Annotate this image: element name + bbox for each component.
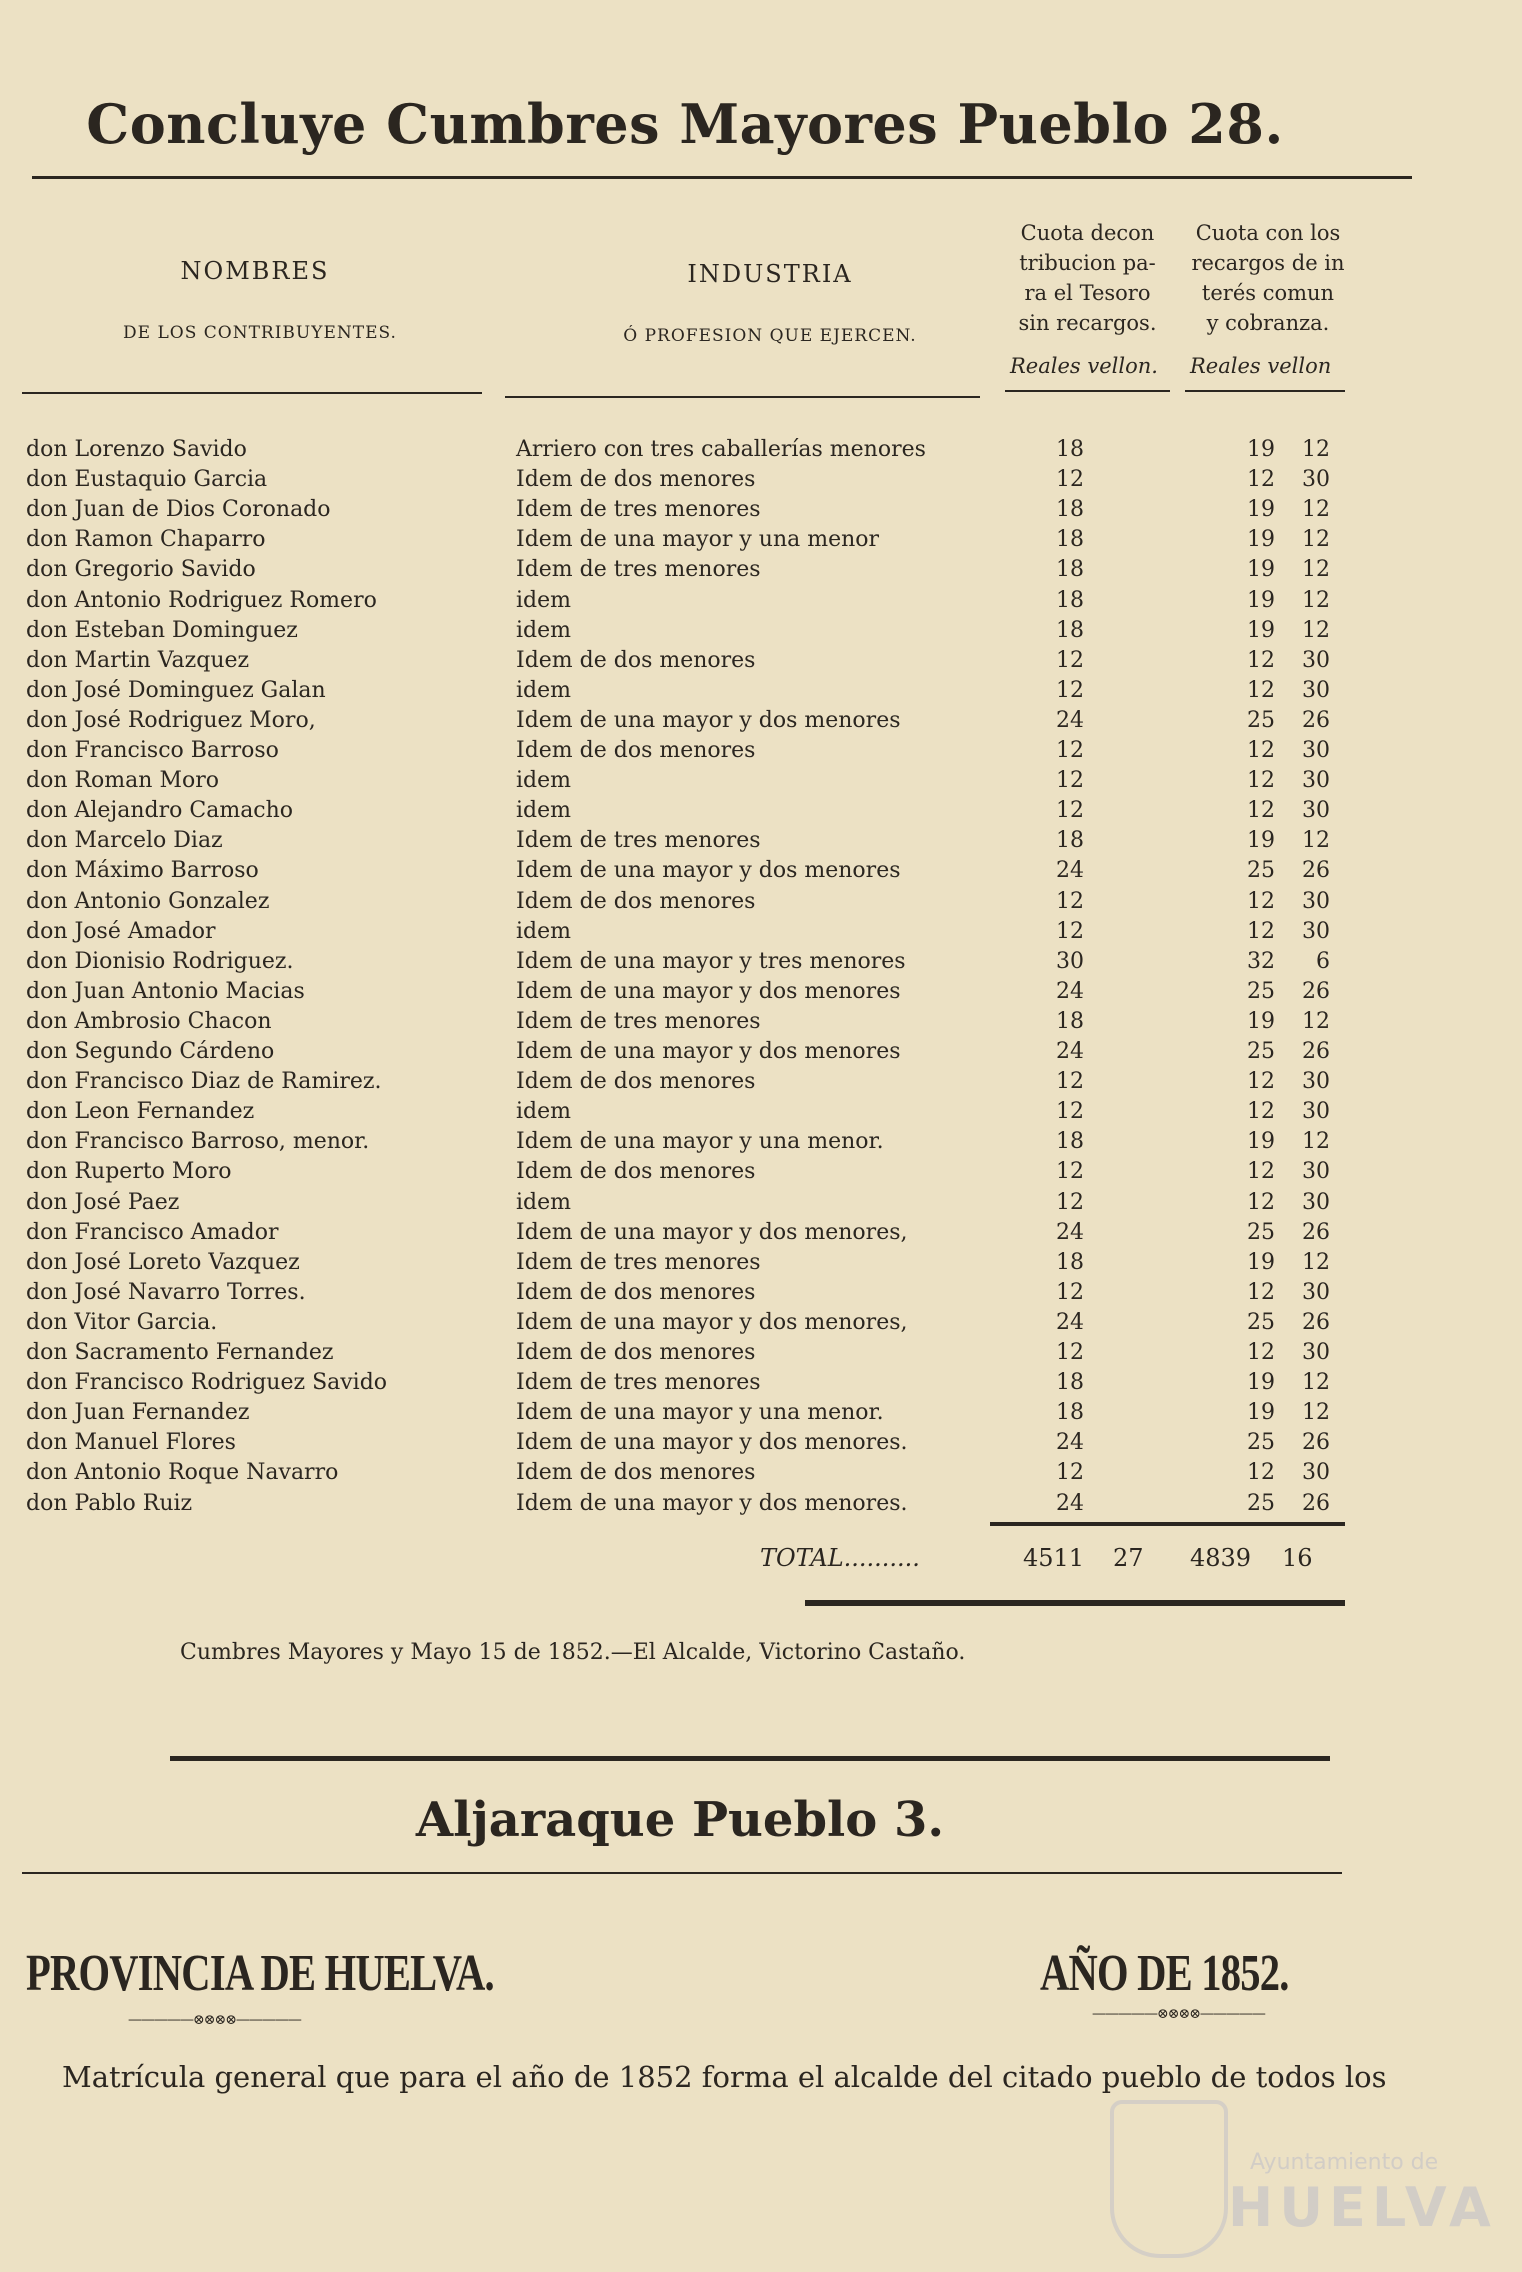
table-row — [0, 708, 1380, 738]
table-row — [0, 1460, 1380, 1490]
cuota-recargos-maravedis-cell: 26 — [1302, 1220, 1330, 1245]
cuota-recargos-reales-cell: 12 — [1247, 1190, 1275, 1215]
table-row — [0, 1159, 1380, 1189]
cuota-tesoro-cell: 18 — [1056, 588, 1084, 613]
contributor-name: don Juan Fernandez — [26, 1400, 250, 1425]
industry-cell: idem — [516, 588, 571, 613]
contributor-name: don Máximo Barroso — [26, 858, 259, 883]
cuota-recargos-maravedis-cell: 6 — [1316, 949, 1330, 974]
contributor-name: don Francisco Rodriguez Savido — [26, 1370, 388, 1395]
table-row — [0, 678, 1380, 708]
title-rule — [32, 176, 1412, 179]
cuota-recargos-maravedis-cell: 30 — [1302, 738, 1330, 763]
cuota-recargos-maravedis-cell: 12 — [1302, 1400, 1330, 1425]
cuota-recargos-reales-cell: 12 — [1247, 1099, 1275, 1124]
cuota-tesoro-cell: 24 — [1056, 1491, 1084, 1516]
cuota-recargos-maravedis-cell: 26 — [1302, 979, 1330, 1004]
cuota-tesoro-cell: 18 — [1056, 437, 1084, 462]
cuota-tesoro-cell: 12 — [1056, 1460, 1084, 1485]
contributor-name: don José Rodriguez Moro, — [26, 708, 316, 733]
total-q1-maravedis: 27 — [1113, 1544, 1144, 1572]
cuota-recargos-reales-cell: 12 — [1247, 889, 1275, 914]
cuota-tesoro-cell: 12 — [1056, 1190, 1084, 1215]
table-row — [0, 437, 1380, 467]
contributor-name: don José Loreto Vazquez — [26, 1250, 300, 1275]
cuota-tesoro-cell: 12 — [1056, 1069, 1084, 1094]
contributor-name: don Eustaquio Garcia — [26, 467, 268, 492]
table-row — [0, 768, 1380, 798]
cuota-tesoro-cell: 24 — [1056, 1039, 1084, 1064]
contributor-name: don Roman Moro — [26, 768, 219, 793]
industry-cell: Idem de dos menores — [516, 1460, 756, 1485]
cuota-recargos-reales-cell: 25 — [1247, 1430, 1275, 1455]
cuota-tesoro-cell: 12 — [1056, 1280, 1084, 1305]
total-label: TOTAL.......... — [760, 1544, 920, 1572]
cuota-tesoro-cell: 24 — [1056, 708, 1084, 733]
table-row — [0, 588, 1380, 618]
table-row — [0, 1250, 1380, 1280]
cuota2-line-3: terés comun — [1201, 281, 1335, 305]
cuota-recargos-reales-cell: 19 — [1247, 1370, 1275, 1395]
cuota-recargos-maravedis-cell: 26 — [1302, 1039, 1330, 1064]
cuota1-line-4: sin recargos. — [1018, 311, 1157, 335]
contributor-name: don José Paez — [26, 1190, 180, 1215]
contributor-name: don Francisco Barroso — [26, 738, 279, 763]
industry-cell: Idem de dos menores — [516, 738, 756, 763]
anio-heading: AÑO DE 1852. — [1040, 1945, 1289, 2002]
cuota-recargos-maravedis-cell: 30 — [1302, 889, 1330, 914]
table-row — [0, 1069, 1380, 1099]
contributor-name: don Francisco Amador — [26, 1220, 279, 1245]
cuota-tesoro-cell: 18 — [1056, 1009, 1084, 1034]
cuota-recargos-reales-cell: 19 — [1247, 618, 1275, 643]
industry-cell: Idem de dos menores — [516, 1340, 756, 1365]
cuota-recargos-reales-cell: 19 — [1247, 1250, 1275, 1275]
industry-cell: Idem de tres menores — [516, 497, 761, 522]
industry-cell: idem — [516, 1099, 571, 1124]
cuota-tesoro-cell: 12 — [1056, 738, 1084, 763]
cuota-recargos-maravedis-cell: 12 — [1302, 1009, 1330, 1034]
industry-cell: Idem de una mayor y dos menores. — [516, 1491, 908, 1516]
table-row — [0, 858, 1380, 888]
cuota-recargos-maravedis-cell: 12 — [1302, 588, 1330, 613]
cuota-recargos-maravedis-cell: 12 — [1302, 497, 1330, 522]
cuota-tesoro-cell: 24 — [1056, 1220, 1084, 1245]
cuota-tesoro-cell: 30 — [1056, 949, 1084, 974]
table-row — [0, 618, 1380, 648]
cuota-recargos-reales-cell: 12 — [1247, 467, 1275, 492]
table-row — [0, 467, 1380, 497]
signature-line: Cumbres Mayores y Mayo 15 de 1852.—El Alcalde, Victorino Castaño. — [180, 1640, 966, 1665]
cuota-recargos-reales-cell: 25 — [1247, 979, 1275, 1004]
cuota-recargos-maravedis-cell: 12 — [1302, 557, 1330, 582]
header-industria: INDUSTRIA — [687, 260, 853, 288]
cuota-recargos-maravedis-cell: 26 — [1302, 708, 1330, 733]
table-row — [0, 557, 1380, 587]
cuota-tesoro-cell: 24 — [1056, 1430, 1084, 1455]
contributor-name: don Esteban Dominguez — [26, 618, 298, 643]
cuota-recargos-reales-cell: 25 — [1247, 1310, 1275, 1335]
cuota-tesoro-cell: 12 — [1056, 648, 1084, 673]
contributor-name: don Lorenzo Savido — [26, 437, 247, 462]
contributor-name: don Ramon Chaparro — [26, 527, 266, 552]
section-title: Aljaraque Pueblo 3. — [415, 1792, 945, 1848]
section-rule-top — [170, 1756, 1330, 1761]
table-row — [0, 1310, 1380, 1340]
industry-cell: Idem de dos menores — [516, 1159, 756, 1184]
table-row — [0, 1220, 1380, 1250]
contributor-name: don Leon Fernandez — [26, 1099, 255, 1124]
contributor-name: don José Navarro Torres. — [26, 1280, 306, 1305]
cuota-tesoro-cell: 24 — [1056, 979, 1084, 1004]
cuota-recargos-reales-cell: 12 — [1247, 1069, 1275, 1094]
cuota2-line-1: Cuota con los — [1195, 221, 1341, 245]
cuota2-line-4: y cobranza. — [1206, 311, 1330, 335]
table-row — [0, 1340, 1380, 1370]
cuota-recargos-maravedis-cell: 12 — [1302, 828, 1330, 853]
cuota-recargos-maravedis-cell: 26 — [1302, 1430, 1330, 1455]
cuota-recargos-maravedis-cell: 30 — [1302, 1099, 1330, 1124]
table-row — [0, 798, 1380, 828]
cuota-tesoro-cell: 12 — [1056, 889, 1084, 914]
cuota-tesoro-cell: 18 — [1056, 557, 1084, 582]
contributor-name: don Marcelo Diaz — [26, 828, 223, 853]
table-row — [0, 738, 1380, 768]
contributor-name: don Antonio Rodriguez Romero — [26, 588, 377, 613]
table-row — [0, 1039, 1380, 1069]
cuota-recargos-reales-cell: 19 — [1247, 588, 1275, 613]
cuota-tesoro-cell: 12 — [1056, 798, 1084, 823]
cuota-tesoro-cell: 18 — [1056, 618, 1084, 643]
industry-cell: idem — [516, 1190, 571, 1215]
cuota-recargos-reales-cell: 19 — [1247, 497, 1275, 522]
cuota-recargos-maravedis-cell: 30 — [1302, 1159, 1330, 1184]
table-row — [0, 1009, 1380, 1039]
cuota-recargos-maravedis-cell: 12 — [1302, 1250, 1330, 1275]
coat-of-arms-icon — [1110, 2100, 1228, 2258]
total-q2-maravedis: 16 — [1282, 1544, 1313, 1572]
cuota-recargos-reales-cell: 12 — [1247, 1460, 1275, 1485]
contributor-name: don Antonio Gonzalez — [26, 889, 270, 914]
cuota-recargos-reales-cell: 25 — [1247, 1220, 1275, 1245]
ayuntamiento-watermark — [1110, 2100, 1497, 2250]
table-row — [0, 1280, 1380, 1310]
industry-cell: Arriero con tres caballerías menores — [516, 437, 926, 462]
industry-cell: idem — [516, 919, 571, 944]
cuota-recargos-reales-cell: 12 — [1247, 768, 1275, 793]
cuota-recargos-reales-cell: 12 — [1247, 1340, 1275, 1365]
header-nombres: NOMBRES — [180, 257, 330, 285]
cuota-recargos-maravedis-cell: 30 — [1302, 1190, 1330, 1215]
cuota-recargos-reales-cell: 12 — [1247, 919, 1275, 944]
cuota-recargos-reales-cell: 19 — [1247, 828, 1275, 853]
industry-cell: idem — [516, 618, 571, 643]
contributor-name: don José Dominguez Galan — [26, 678, 326, 703]
cuota-recargos-maravedis-cell: 30 — [1302, 467, 1330, 492]
table-row — [0, 1370, 1380, 1400]
cuota-recargos-reales-cell: 25 — [1247, 708, 1275, 733]
industry-cell: Idem de dos menores — [516, 648, 756, 673]
cuota-recargos-reales-cell: 19 — [1247, 437, 1275, 462]
industry-cell: Idem de tres menores — [516, 1009, 761, 1034]
cuota-tesoro-cell: 12 — [1056, 467, 1084, 492]
header-cuota-tesoro — [1005, 218, 1170, 338]
contributor-name: don Vitor Garcia. — [26, 1310, 218, 1335]
cuota1-line-2: tribucion pa- — [1019, 251, 1156, 275]
industry-cell: Idem de tres menores — [516, 557, 761, 582]
industry-cell: Idem de una mayor y dos menores — [516, 708, 901, 733]
cuota-tesoro-cell: 24 — [1056, 1310, 1084, 1335]
cuota-recargos-reales-cell: 19 — [1247, 1400, 1275, 1425]
anio-ornament: —————⊗⊗⊗⊗————— — [1092, 2006, 1265, 2022]
industry-cell: idem — [516, 798, 571, 823]
cuota-tesoro-cell: 18 — [1056, 497, 1084, 522]
total-q1-reales: 4511 — [1023, 1544, 1085, 1572]
industry-cell: Idem de dos menores — [516, 467, 756, 492]
cuota-recargos-reales-cell: 12 — [1247, 678, 1275, 703]
industry-cell: Idem de una mayor y dos menores, — [516, 1310, 908, 1335]
cuota-recargos-reales-cell: 19 — [1247, 557, 1275, 582]
cuota-tesoro-cell: 18 — [1056, 527, 1084, 552]
contributor-name: don Juan de Dios Coronado — [26, 497, 331, 522]
cuota-tesoro-cell: 12 — [1056, 1099, 1084, 1124]
cuota-tesoro-cell: 12 — [1056, 678, 1084, 703]
cuota-tesoro-cell: 18 — [1056, 828, 1084, 853]
cuota1-line-1: Cuota decon — [1020, 221, 1155, 245]
cuota-recargos-reales-cell: 12 — [1247, 648, 1275, 673]
cuota-recargos-reales-cell: 19 — [1247, 1009, 1275, 1034]
table-row — [0, 1491, 1380, 1521]
industry-cell: Idem de dos menores — [516, 1280, 756, 1305]
industry-cell: Idem de una mayor y una menor. — [516, 1129, 884, 1154]
cuota-recargos-maravedis-cell: 30 — [1302, 648, 1330, 673]
cuota-tesoro-cell: 18 — [1056, 1400, 1084, 1425]
total-q2-reales: 4839 — [1190, 1544, 1252, 1572]
industry-cell: Idem de una mayor y dos menores — [516, 1039, 901, 1064]
cuota-recargos-maravedis-cell: 30 — [1302, 1280, 1330, 1305]
cuota-tesoro-cell: 18 — [1056, 1250, 1084, 1275]
header-rule-cuota1 — [1005, 390, 1170, 392]
totals-rule-top — [990, 1522, 1345, 1526]
watermark-big-text: HUELVA — [1228, 2176, 1497, 2239]
contributor-name: don Ruperto Moro — [26, 1159, 232, 1184]
header-rule-industria — [505, 396, 980, 398]
industry-cell: Idem de tres menores — [516, 828, 761, 853]
header-cuota-tesoro-units: Reales vellon. — [1010, 354, 1158, 378]
cuota-recargos-reales-cell: 25 — [1247, 1491, 1275, 1516]
table-row — [0, 949, 1380, 979]
table-row — [0, 1400, 1380, 1430]
cuota-tesoro-cell: 24 — [1056, 858, 1084, 883]
matricula-text: Matrícula general que para el año de 1852 forma el alcalde del citado pueblo de todos los — [62, 2060, 1387, 2094]
cuota1-line-3: ra el Tesoro — [1024, 281, 1151, 305]
table-row — [0, 919, 1380, 949]
industry-cell: Idem de una mayor y dos menores, — [516, 1220, 908, 1245]
contributor-name: don Segundo Cárdeno — [26, 1039, 275, 1064]
cuota-recargos-maravedis-cell: 12 — [1302, 437, 1330, 462]
industry-cell: Idem de dos menores — [516, 889, 756, 914]
cuota-tesoro-cell: 18 — [1056, 1370, 1084, 1395]
header-cuota-recargos-units: Reales vellon — [1190, 354, 1332, 378]
cuota-recargos-maravedis-cell: 30 — [1302, 678, 1330, 703]
cuota-recargos-reales-cell: 19 — [1247, 527, 1275, 552]
industry-cell: Idem de una mayor y dos menores — [516, 858, 901, 883]
cuota-recargos-reales-cell: 32 — [1247, 949, 1275, 974]
header-industria-sub: Ó PROFESION QUE EJERCEN. — [623, 326, 917, 346]
cuota-recargos-reales-cell: 25 — [1247, 1039, 1275, 1064]
cuota-recargos-reales-cell: 12 — [1247, 798, 1275, 823]
table-row — [0, 1190, 1380, 1220]
cuota-recargos-maravedis-cell: 30 — [1302, 919, 1330, 944]
table-row — [0, 828, 1380, 858]
contributor-name: don Ambrosio Chacon — [26, 1009, 272, 1034]
cuota-tesoro-cell: 12 — [1056, 1159, 1084, 1184]
contributor-name: don José Amador — [26, 919, 216, 944]
cuota-recargos-maravedis-cell: 12 — [1302, 618, 1330, 643]
cuota-recargos-maravedis-cell: 30 — [1302, 1340, 1330, 1365]
industry-cell: Idem de tres menores — [516, 1370, 761, 1395]
cuota-recargos-maravedis-cell: 26 — [1302, 1491, 1330, 1516]
cuota-recargos-maravedis-cell: 12 — [1302, 1370, 1330, 1395]
cuota-recargos-maravedis-cell: 30 — [1302, 1069, 1330, 1094]
cuota-recargos-reales-cell: 12 — [1247, 1280, 1275, 1305]
contributor-name: don Francisco Diaz de Ramirez. — [26, 1069, 382, 1094]
contributor-name: don Sacramento Fernandez — [26, 1340, 334, 1365]
contributor-name: don Antonio Roque Navarro — [26, 1460, 339, 1485]
provincia-heading: PROVINCIA DE HUELVA. — [26, 1945, 494, 2002]
contributor-name: don Gregorio Savido — [26, 557, 256, 582]
industry-cell: Idem de una mayor y una menor — [516, 527, 880, 552]
totals-rule-bottom — [805, 1600, 1345, 1606]
cuota-tesoro-cell: 12 — [1056, 919, 1084, 944]
industry-cell: Idem de una mayor y dos menores. — [516, 1430, 908, 1455]
cuota-recargos-maravedis-cell: 26 — [1302, 1310, 1330, 1335]
industry-cell: idem — [516, 768, 571, 793]
contributor-name: don Juan Antonio Macias — [26, 979, 305, 1004]
industry-cell: Idem de tres menores — [516, 1250, 761, 1275]
cuota-recargos-maravedis-cell: 26 — [1302, 858, 1330, 883]
industry-cell: idem — [516, 678, 571, 703]
contributor-name: don Francisco Barroso, menor. — [26, 1129, 370, 1154]
header-rule-nombres — [22, 392, 482, 394]
cuota-recargos-reales-cell: 19 — [1247, 1129, 1275, 1154]
industry-cell: Idem de una mayor y tres menores — [516, 949, 906, 974]
section-rule-bottom — [22, 1872, 1342, 1874]
table-row — [0, 1129, 1380, 1159]
table-row — [0, 1430, 1380, 1460]
watermark-small-text: Ayuntamiento de — [1250, 2150, 1439, 2175]
contributor-name: don Manuel Flores — [26, 1430, 236, 1455]
table-row — [0, 1099, 1380, 1129]
table-row — [0, 648, 1380, 678]
table-row — [0, 979, 1380, 1009]
header-cuota-recargos — [1183, 218, 1353, 338]
page-title: Concluye Cumbres Mayores Pueblo 28. — [86, 92, 1284, 156]
cuota-recargos-reales-cell: 12 — [1247, 738, 1275, 763]
contributor-name: don Pablo Ruiz — [26, 1491, 193, 1516]
provincia-ornament: —————⊗⊗⊗⊗————— — [128, 2012, 301, 2028]
contributor-name: don Alejandro Camacho — [26, 798, 294, 823]
contributor-name: don Dionisio Rodriguez. — [26, 949, 294, 974]
industry-cell: Idem de dos menores — [516, 1069, 756, 1094]
cuota-tesoro-cell: 12 — [1056, 768, 1084, 793]
cuota-recargos-maravedis-cell: 30 — [1302, 798, 1330, 823]
cuota-recargos-maravedis-cell: 30 — [1302, 1460, 1330, 1485]
header-rule-cuota2 — [1185, 390, 1345, 392]
industry-cell: Idem de una mayor y dos menores — [516, 979, 901, 1004]
table-row — [0, 497, 1380, 527]
header-nombres-sub: DE LOS CONTRIBUYENTES. — [123, 323, 397, 343]
cuota-tesoro-cell: 12 — [1056, 1340, 1084, 1365]
industry-cell: Idem de una mayor y una menor. — [516, 1400, 884, 1425]
cuota2-line-2: recargos de in — [1191, 251, 1345, 275]
cuota-recargos-maravedis-cell: 30 — [1302, 768, 1330, 793]
contributor-name: don Martin Vazquez — [26, 648, 250, 673]
cuota-recargos-maravedis-cell: 12 — [1302, 1129, 1330, 1154]
cuota-recargos-reales-cell: 25 — [1247, 858, 1275, 883]
table-row — [0, 527, 1380, 557]
cuota-tesoro-cell: 18 — [1056, 1129, 1084, 1154]
table-row — [0, 889, 1380, 919]
cuota-recargos-maravedis-cell: 12 — [1302, 527, 1330, 552]
cuota-recargos-reales-cell: 12 — [1247, 1159, 1275, 1184]
